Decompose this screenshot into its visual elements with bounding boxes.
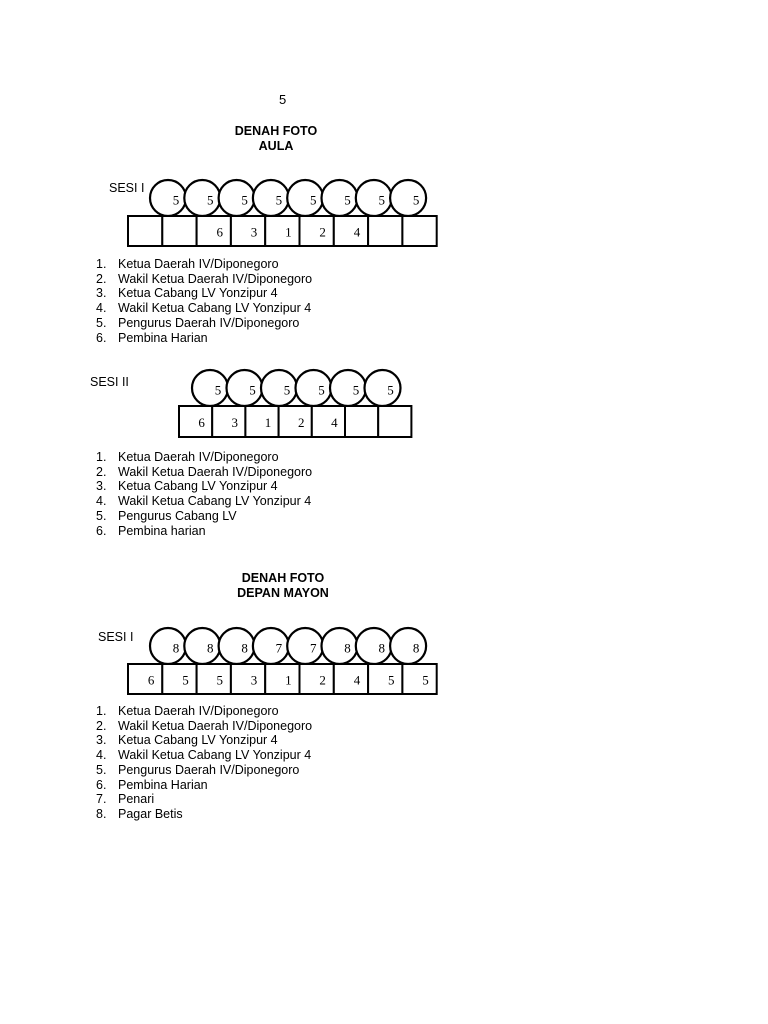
- legend-item-number: 1.: [96, 450, 107, 464]
- front-row-seat-number: 2: [319, 672, 326, 688]
- legend-item-number: 5.: [96, 315, 107, 330]
- front-row-seat-number: 4: [353, 224, 361, 240]
- legend-item-text: Wakil Ketua Cabang LV Yonzipur 4: [118, 301, 312, 316]
- back-row-seat-number: 5: [275, 192, 283, 208]
- legend-item: [96, 763, 312, 778]
- legend-item-text: Pengurus Daerah IV/Diponegoro: [118, 315, 300, 330]
- back-row-seat-number: 8: [207, 640, 214, 656]
- legend-item-number: 6.: [96, 330, 107, 345]
- front-row-seat-number: 2: [297, 415, 305, 430]
- heading-line: DEPAN MAYON: [237, 586, 329, 600]
- legend-item-text: Ketua Daerah IV/Diponegoro: [118, 450, 279, 464]
- back-row-seat-number: 7: [309, 640, 317, 656]
- legend-item-number: 7.: [96, 792, 107, 807]
- front-row-seat-number: 2: [319, 224, 326, 240]
- legend-item-number: 4.: [96, 748, 107, 763]
- legend-item-number: 4.: [96, 301, 107, 316]
- back-row-seat: [322, 628, 358, 664]
- front-row-seat-number: 1: [264, 415, 272, 430]
- back-row-seat-number: 5: [241, 192, 248, 208]
- back-row-seat-number: 5: [378, 192, 386, 208]
- front-row-seat: [128, 664, 162, 694]
- front-row-seat-number: 5: [422, 672, 429, 688]
- legend-item-text: Pembina harian: [118, 523, 206, 538]
- front-row-seat: [265, 664, 299, 694]
- legend-item-number: 4.: [96, 494, 107, 509]
- back-row-seat-number: 5: [283, 382, 291, 398]
- front-row-seat-number: 4: [353, 672, 361, 688]
- front-row-seat-number: 6: [198, 415, 205, 430]
- front-row-seat: [300, 664, 334, 694]
- back-row-seat-number: 7: [275, 640, 283, 656]
- front-row-seat-number: 5: [388, 672, 395, 688]
- front-row-seat-number: 4: [331, 415, 338, 430]
- page-number: 5: [279, 92, 287, 107]
- legend-item-number: 5.: [96, 762, 107, 777]
- legend-item-number: 3.: [96, 733, 107, 748]
- back-row-seat-number: 5: [344, 192, 351, 208]
- session-label: SESI II: [90, 375, 129, 389]
- legend-item-text: Pembina Harian: [118, 777, 208, 792]
- back-row-seat-number: 5: [412, 192, 420, 208]
- legend-item-number: 2.: [96, 718, 107, 733]
- back-row-seat: [184, 628, 220, 664]
- front-row-seat-number: 5: [216, 672, 223, 688]
- legend-item-number: 3.: [96, 479, 107, 494]
- legend-item-text: Ketua Daerah IV/Diponegoro: [118, 704, 279, 718]
- legend-item-number: 2.: [96, 271, 107, 286]
- legend-item-number: 2.: [96, 464, 107, 479]
- legend-item: [96, 704, 312, 719]
- legend-item-text: Wakil Ketua Daerah IV/Diponegoro: [118, 718, 313, 733]
- legend-item-number: 1.: [96, 257, 107, 271]
- back-row-seat-number: 5: [207, 192, 214, 208]
- legend-item-text: Ketua Daerah IV/Diponegoro: [118, 257, 279, 271]
- back-row-seat: [253, 628, 289, 664]
- back-row-seat-number: 8: [241, 640, 248, 656]
- back-row-seat-number: 8: [172, 640, 180, 656]
- legend-depan-mayon-sesi-1: [96, 704, 312, 822]
- back-row-seat-number: 8: [378, 640, 386, 656]
- legend-item-text: Penari: [118, 792, 155, 807]
- heading-line: AULA: [258, 139, 294, 153]
- legend-item: [96, 778, 312, 793]
- heading-line: DENAH FOTO: [241, 571, 325, 585]
- front-row-seat: [368, 664, 402, 694]
- front-row-seat: [197, 664, 231, 694]
- legend-item: [96, 733, 312, 748]
- front-row-seat: [402, 664, 436, 694]
- legend-item-text: Wakil Ketua Cabang LV Yonzipur 4: [118, 494, 312, 509]
- front-row-seat-number: 3: [231, 415, 239, 430]
- legend-item-text: Pengurus Cabang LV: [118, 508, 237, 523]
- front-row-seat-number: 1: [285, 672, 292, 688]
- back-row-seat-number: 8: [412, 640, 420, 656]
- legend-item-text: Ketua Cabang LV Yonzipur 4: [118, 286, 278, 301]
- back-row-seat: [150, 628, 186, 664]
- legend-item-number: 6.: [96, 777, 107, 792]
- front-row-seat-number: 6: [216, 224, 223, 240]
- legend-item-text: Wakil Ketua Daerah IV/Diponegoro: [118, 271, 313, 286]
- back-row-seat-number: 8: [344, 640, 351, 656]
- legend-item-text: Wakil Ketua Daerah IV/Diponegoro: [118, 464, 313, 479]
- legend-item-text: Ketua Cabang LV Yonzipur 4: [118, 733, 278, 748]
- front-row-seat: [334, 664, 368, 694]
- back-row-seat: [356, 628, 392, 664]
- legend-item-text: Ketua Cabang LV Yonzipur 4: [118, 479, 278, 494]
- front-row-seat-number: 5: [182, 672, 189, 688]
- front-row-seat-number: 1: [285, 224, 292, 240]
- legend-item-text: Pengurus Daerah IV/Diponegoro: [118, 762, 300, 777]
- back-row-seat: [287, 628, 323, 664]
- session-label: SESI I: [109, 181, 145, 195]
- back-row-seat: [219, 628, 255, 664]
- legend-item: [96, 748, 312, 763]
- legend-item: [96, 719, 312, 734]
- back-row-seat: [390, 628, 426, 664]
- back-row-seat-number: 5: [318, 382, 325, 398]
- legend-item: [96, 807, 312, 822]
- legend-item-text: Pagar Betis: [118, 806, 183, 821]
- front-row-seat-number: 3: [250, 672, 258, 688]
- legend-item-text: Wakil Ketua Cabang LV Yonzipur 4: [118, 748, 312, 763]
- front-row-seat-number: 6: [147, 672, 155, 688]
- legend-item-number: 8.: [96, 806, 107, 821]
- legend-item-number: 5.: [96, 508, 107, 523]
- back-row-seat-number: 5: [309, 192, 317, 208]
- back-row-seat-number: 5: [387, 382, 394, 398]
- back-row-seat-number: 5: [249, 382, 256, 398]
- front-row-seat-number: 3: [250, 224, 258, 240]
- back-row-seat-number: 5: [352, 382, 360, 398]
- front-row-seat: [162, 664, 196, 694]
- legend-item-number: 3.: [96, 286, 107, 301]
- legend-item-text: Pembina Harian: [118, 330, 208, 345]
- back-row-seat-number: 5: [172, 192, 180, 208]
- session-label: SESI I: [98, 630, 134, 644]
- front-row-seat: [231, 664, 265, 694]
- back-row-seat-number: 5: [214, 382, 222, 398]
- legend-item-number: 6.: [96, 523, 107, 538]
- legend-item-number: 1.: [96, 704, 107, 718]
- legend-item: [96, 792, 312, 807]
- heading-line: DENAH FOTO: [234, 124, 318, 138]
